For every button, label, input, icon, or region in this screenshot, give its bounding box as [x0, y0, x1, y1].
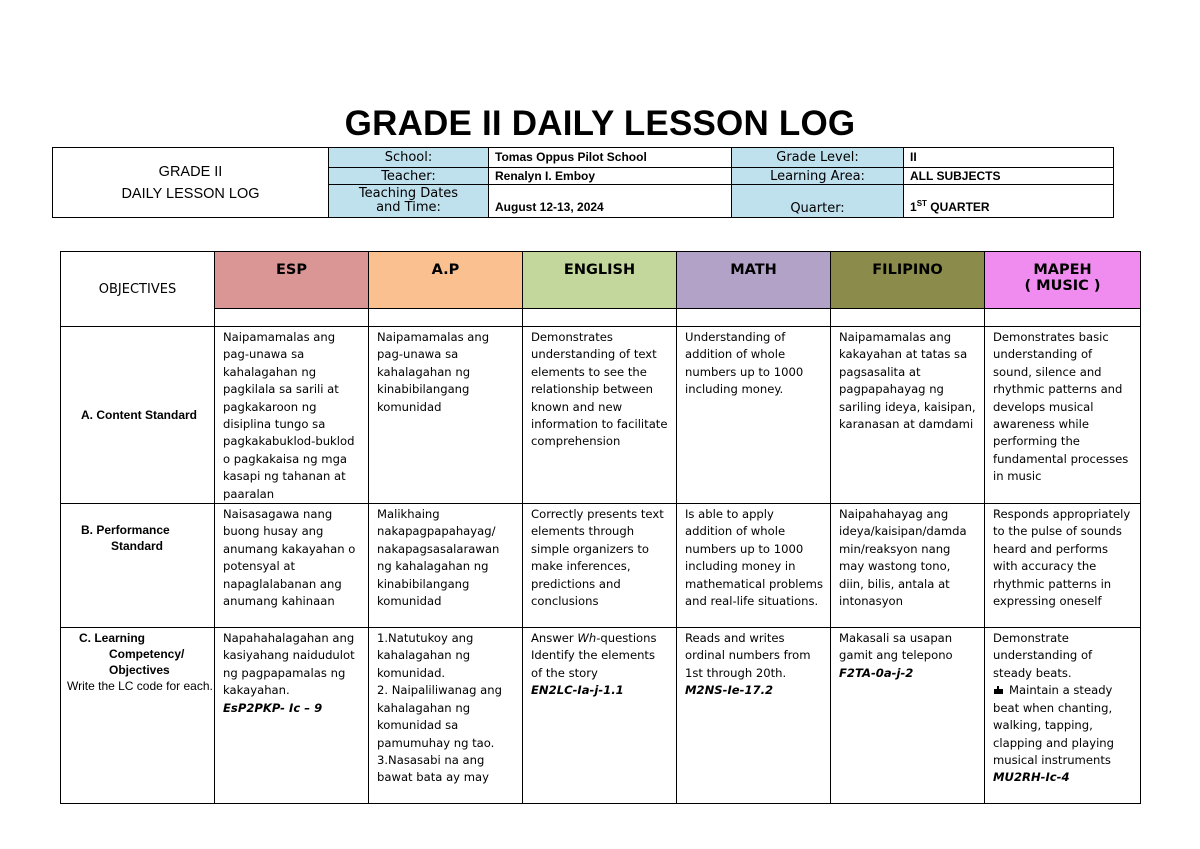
log-heading — [53, 148, 329, 218]
blank-cell — [677, 309, 831, 327]
competency-filipino-code: F2TA-0a-j-2 — [839, 665, 914, 680]
performance-standard-ap: Malikhaing nakapagpapahayag/ nakapagsasalarawan ng kahalagahan ng kinabibilangang komunidad — [369, 504, 523, 628]
learning-area-value: ALL SUBJECTS — [904, 168, 1114, 185]
lc-code-note: Write the LC code for each. — [67, 679, 213, 694]
performance-standard-filipino: Naipahahayag ang ideya/kaisipan/damda min/reaksyon nang may wastong tono, diin, bilis, antala at intonasyon — [831, 504, 985, 628]
competency-ap-item2: 2. Naipaliliwanag ang kahalagahan ng komunidad sa pamumuhay ng tao. — [377, 683, 502, 750]
competency-math-text: Reads and writes ordinal numbers from 1st through 20th. — [685, 631, 811, 680]
grade-level-value: II — [904, 148, 1114, 168]
competency-esp-text: Napahahalagahan ang kasiyahang naidudulot ng pagpapamalas ng kakayahan. — [223, 631, 355, 698]
competency-english — [523, 628, 677, 804]
row-label-content-standard: A. Content Standard — [61, 327, 215, 504]
quarter-number: 1 — [910, 200, 917, 214]
competency-label-line1: C. Learning — [79, 631, 146, 646]
log-heading-title: DAILY LESSON LOG — [121, 185, 260, 202]
teaching-dates-label — [329, 185, 489, 218]
teaching-dates-label-line1: Teaching Dates — [358, 186, 459, 201]
objectives-header: OBJECTIVES — [61, 252, 215, 327]
subject-header-ap: A.P — [369, 252, 523, 309]
subject-header-english: ENGLISH — [523, 252, 677, 309]
performance-label-line2: Standard — [111, 539, 164, 554]
subject-header-mapeh-sub: ( MUSIC ) — [1024, 278, 1101, 294]
quarter-word: QUARTER — [926, 200, 990, 214]
competency-mapeh — [985, 628, 1141, 804]
english-wh: Wh — [577, 631, 597, 646]
competency-filipino — [831, 628, 985, 804]
competency-ap-item3: 3.Nasasabi na ang bawat bata ay may — [377, 752, 489, 785]
row-label-learning-competency — [61, 628, 215, 804]
competency-mapeh-bullet-text: Maintain a steady beat when chanting, walking, tapping, clapping and playing musical instruments — [993, 683, 1115, 767]
competency-esp — [215, 628, 369, 804]
english-questions: -questions Identify the elements of the story — [531, 631, 657, 680]
row-label-performance-standard — [61, 504, 215, 628]
content-standard-filipino: Naipamamalas ang kakayahan at tatas sa pagsasalita at pagpapahayag ng sariling ideya, kaisipan, karanasan at damdami — [831, 327, 985, 504]
lesson-info-table — [52, 147, 1114, 218]
content-standard-esp: Naipamamalas ang pag-unawa sa kahalagahan ng pagkilala sa sarili at pagkakaroon ng disiplina tungo sa pagkakabuklod-buklod o pagkakaisa ng mga kasapi ng tahanan at paaralan — [215, 327, 369, 504]
blank-cell — [369, 309, 523, 327]
competency-label-line3: Objectives — [109, 663, 170, 678]
lesson-objectives-table — [60, 251, 1141, 804]
hand-pointer-icon — [993, 683, 1004, 693]
learning-area-label: Learning Area: — [732, 168, 904, 185]
grade-level-label: Grade Level: — [732, 148, 904, 168]
competency-math — [677, 628, 831, 804]
performance-standard-math: Is able to apply addition of whole numbers up to 1000 including money in mathematical problems and real-life situations. — [677, 504, 831, 628]
content-standard-math: Understanding of addition of whole numbers up to 1000 including money. — [677, 327, 831, 504]
content-standard-ap: Naipamamalas ang pag-unawa sa kahalagahan ng kinabibilangang komunidad — [369, 327, 523, 504]
page-title: GRADE II DAILY LESSON LOG — [344, 104, 856, 143]
competency-label-line2: Competency/ — [109, 647, 185, 662]
teacher-label: Teacher: — [329, 168, 489, 185]
subject-header-mapeh — [985, 252, 1141, 309]
quarter-label: Quarter: — [732, 185, 904, 218]
competency-mapeh-text: Demonstrate understanding of steady beats. — [993, 631, 1093, 680]
subject-header-esp: ESP — [215, 252, 369, 309]
english-answer-word: Answer — [531, 631, 578, 646]
competency-filipino-text: Makasali sa usapan gamit ang telepono — [839, 631, 953, 663]
log-heading-grade: GRADE II — [158, 163, 223, 180]
performance-standard-esp: Naisasagawa nang buong husay ang anumang kakayahan o potensyal at napaglalabanan ang anumang kahinaan — [215, 504, 369, 628]
competency-mapeh-bullet-item — [993, 682, 1133, 769]
subject-header-mapeh-name: MAPEH — [1033, 262, 1092, 278]
quarter-ordinal: ST — [916, 199, 927, 208]
school-value: Tomas Oppus Pilot School — [489, 148, 732, 168]
competency-ap — [369, 628, 523, 804]
blank-cell — [985, 309, 1141, 327]
competency-esp-code: EsP2PKP- Ic – 9 — [223, 700, 323, 715]
teaching-dates-label-line2: and Time: — [376, 200, 441, 215]
subject-header-math: MATH — [677, 252, 831, 309]
performance-standard-english: Correctly presents text elements through simple organizers to make inferences, predictions and conclusions — [523, 504, 677, 628]
blank-cell — [215, 309, 369, 327]
content-standard-mapeh: Demonstrates basic understanding of sound, silence and rhythmic patterns and develops musical awareness while performing the fundamental processes in music — [985, 327, 1141, 504]
blank-cell — [831, 309, 985, 327]
school-label: School: — [329, 148, 489, 168]
teacher-value: Renalyn I. Emboy — [489, 168, 732, 185]
performance-standard-mapeh: Responds appropriately to the pulse of sounds heard and performs with accuracy the rhythmic patterns in expressing oneself — [985, 504, 1141, 628]
competency-math-code: M2NS-Ie-17.2 — [685, 683, 774, 698]
performance-label-line1: B. Performance — [81, 523, 170, 538]
teaching-dates-value: August 12-13, 2024 — [489, 185, 732, 218]
competency-mapeh-code: MU2RH-Ic-4 — [993, 770, 1070, 785]
blank-cell — [523, 309, 677, 327]
competency-ap-item1: 1.Natutukoy ang kahalagahan ng komunidad. — [377, 631, 474, 680]
quarter-value — [904, 185, 1114, 218]
competency-english-text — [531, 630, 669, 682]
content-standard-english: Demonstrates understanding of text elements to see the relationship between known and new information to facilitate comprehension — [523, 327, 677, 504]
competency-english-code: EN2LC-Ia-j-1.1 — [531, 683, 624, 698]
subject-header-filipino: FILIPINO — [831, 252, 985, 309]
